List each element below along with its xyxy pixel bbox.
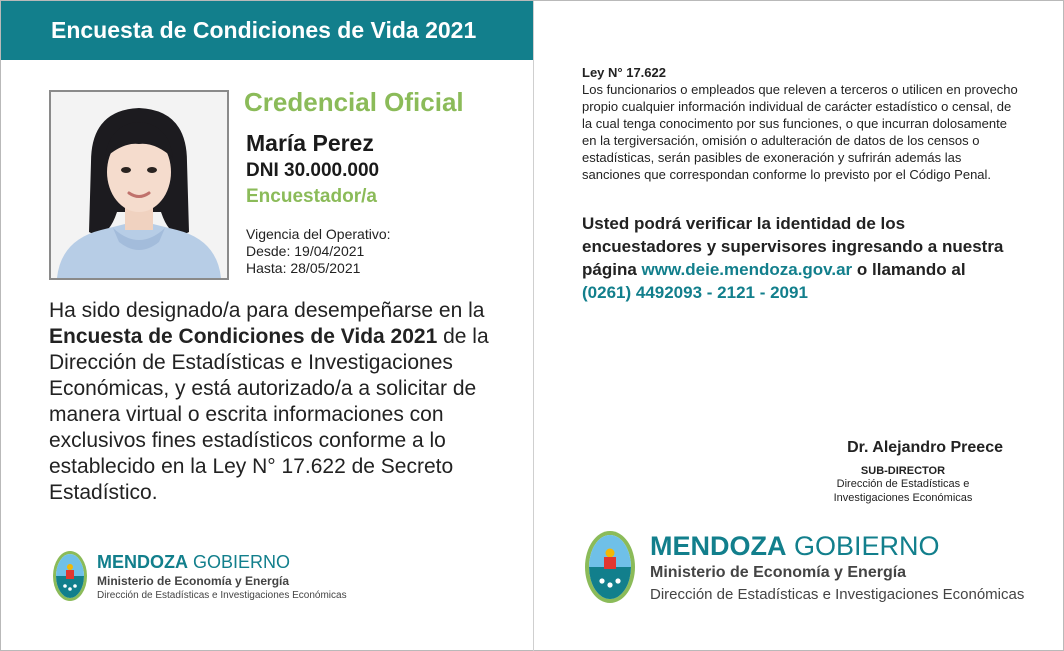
signature-block xyxy=(743,439,1003,505)
validity-to: Hasta: 28/05/2021 xyxy=(246,260,361,276)
designation-part1: Ha sido designado/a para desempeñarse en la xyxy=(49,299,485,322)
ministry-name: Ministerio de Economía y Energía xyxy=(97,574,290,588)
verify-text: Usted podrá verificar la identidad de los encuestadores y supervisores ingresando a nuestra página www.deie.mendoza.gov.ar o llamando al (0261) 4492093 - 2121 - 2091 xyxy=(582,214,1004,302)
website-link[interactable]: www.deie.mendoza.gov.ar xyxy=(641,260,853,279)
signer-office-2: Investigaciones Económicas xyxy=(833,492,973,504)
validity-from: Desde: 19/04/2021 xyxy=(246,243,365,259)
office-name: Dirección de Estadísticas e Investigaciones Económicas xyxy=(650,586,1025,603)
government-logo-large xyxy=(583,529,1025,610)
person-name: María Perez xyxy=(246,130,374,156)
ministry-name: Ministerio de Economía y Energía xyxy=(650,564,907,581)
law-text: Los funcionarios o empleados que releven a terceros o utilicen en provecho propio cualquier información individual de carácter estadístico o censal, de la cual tenga conocimento por sus funciones, o que incurran dolosamente en la tergiversación, omisión o adulteración de datos de los censos o estadísticas, serán pasibles de exoneración y sufrirán además las sanciones que correspondan conforme lo previsto por el Código Penal. xyxy=(582,82,1018,182)
signer-title: SUB-DIRECTOR xyxy=(860,465,946,477)
credential-title: Credencial Oficial xyxy=(244,87,464,117)
person-dni: DNI 30.000.000 xyxy=(246,160,380,181)
header-bar xyxy=(1,1,533,60)
mendoza-coat-of-arms-icon xyxy=(51,549,89,603)
phone-number[interactable]: (0261) 4492093 - 2121 - 2091 xyxy=(582,283,808,302)
designation-text xyxy=(49,298,519,506)
profile-photo xyxy=(49,90,229,280)
header-title: Encuesta de Condiciones de Vida 2021 xyxy=(51,17,477,43)
office-name: Dirección de Estadísticas e Investigaciones Económicas xyxy=(97,590,347,601)
brand-name: MENDOZA GOBIERNO xyxy=(97,552,291,572)
card-fold-divider xyxy=(533,1,534,651)
survey-name: Encuesta de Condiciones de Vida 2021 xyxy=(49,325,438,348)
government-logo-small xyxy=(51,549,347,608)
law-title: Ley N° 17.622 xyxy=(582,65,666,80)
designation-part2: de la Dirección de Estadísticas e Investigaciones Económicas, y está autorizado/a a solicitar de manera virtual o escrita informaciones con exclusivos fines estadísticos conforme a lo establecido en la Ley N° 17.622 de Secreto Estadístico. xyxy=(49,325,489,504)
person-role: Encuestador/a xyxy=(246,186,377,207)
validity-label: Vigencia del Operativo: xyxy=(246,226,391,242)
brand-name: MENDOZA GOBIERNO xyxy=(650,531,940,561)
signer-name: Dr. Alejandro Preece xyxy=(847,439,1003,456)
signer-office-1: Dirección de Estadísticas e xyxy=(836,478,970,490)
person-portrait-icon xyxy=(51,92,227,278)
mendoza-coat-of-arms-icon xyxy=(583,529,637,605)
validity-block xyxy=(246,226,391,277)
